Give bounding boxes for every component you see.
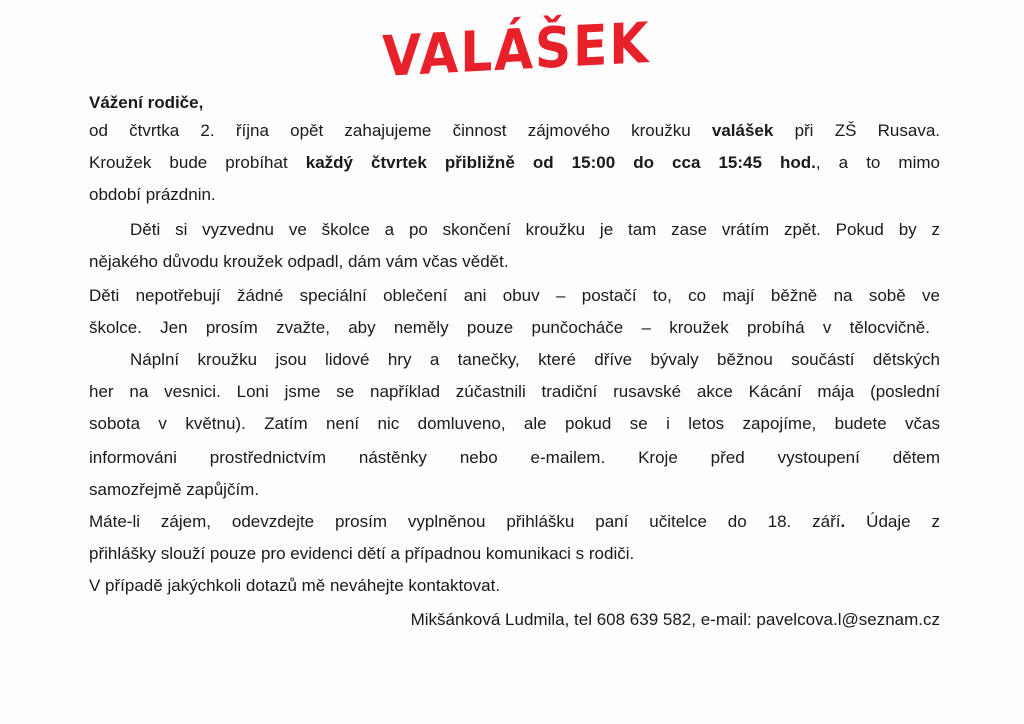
line-text: Údaje z	[845, 512, 940, 531]
paragraph-line: Děti si vyzvednu ve školce a po skončení kroužku je tam zase vrátím zpět. Pokud by z	[130, 220, 940, 239]
paragraph-line	[89, 511, 940, 533]
bold-text: každý čtvrtek přibližně od 15:00 do cca 15:45 hod.	[305, 153, 816, 172]
bold-text: .	[840, 512, 846, 531]
line-text: od čtvrtka 2. října opět zahajujeme činnost zájmového kroužku	[89, 121, 712, 140]
line-text: při ZŠ Rusava.	[773, 121, 941, 140]
paragraph-line: nějakého důvodu kroužek odpadl, dám vám včas vědět.	[89, 252, 509, 271]
paragraph-line: samozřejmě zapůjčím.	[89, 480, 260, 499]
paragraph-line: školce. Jen prosím zvažte, aby neměly pouze punčocháče – kroužek probíhá v tělocvičně.	[89, 318, 930, 337]
paragraph-line: Náplní kroužku jsou lidové hry a tanečky, které dříve bývaly běžnou součástí dětských	[130, 350, 940, 369]
line-text: Kroužek bude probíhat	[89, 153, 306, 172]
paragraph-line: her na vesnici. Loni jsme se například zúčastnili tradiční rusavské akce Kácání mája (poslední	[89, 382, 940, 401]
paragraph-line: sobota v květnu). Zatím není nic domluveno, ale pokud se i letos zapojíme, budete včas	[89, 414, 940, 433]
paragraph-line	[89, 152, 940, 174]
paragraph-line: období prázdnin.	[89, 185, 216, 204]
line-text: , a to mimo	[815, 153, 940, 172]
bold-text: valášek	[711, 121, 774, 140]
paragraph-line: V případě jakýchkoli dotazů mě neváhejte kontaktovat.	[89, 576, 501, 595]
paragraph-line	[89, 120, 940, 142]
line-text: Máte-li zájem, odevzdejte prosím vyplněnou přihlášku paní učitelce do 18. září	[89, 512, 841, 531]
valasek-logo: VALÁŠEK	[382, 10, 651, 90]
paragraph-line: informováni prostřednictvím nástěnky nebo e-mailem. Kroje před vystoupení dětem	[89, 448, 940, 467]
paragraph-line: Děti nepotřebují žádné speciální oblečení ani obuv – postačí to, co mají běžně na sobě ve	[89, 286, 940, 305]
signature: Mikšánková Ludmila, tel 608 639 582, e-mail: pavelcova.l@seznam.cz	[410, 610, 940, 629]
greeting: Vážení rodiče,	[89, 93, 204, 112]
paragraph-line: přihlášky slouží pouze pro evidenci dětí a případnou komunikaci s rodiči.	[89, 544, 635, 563]
